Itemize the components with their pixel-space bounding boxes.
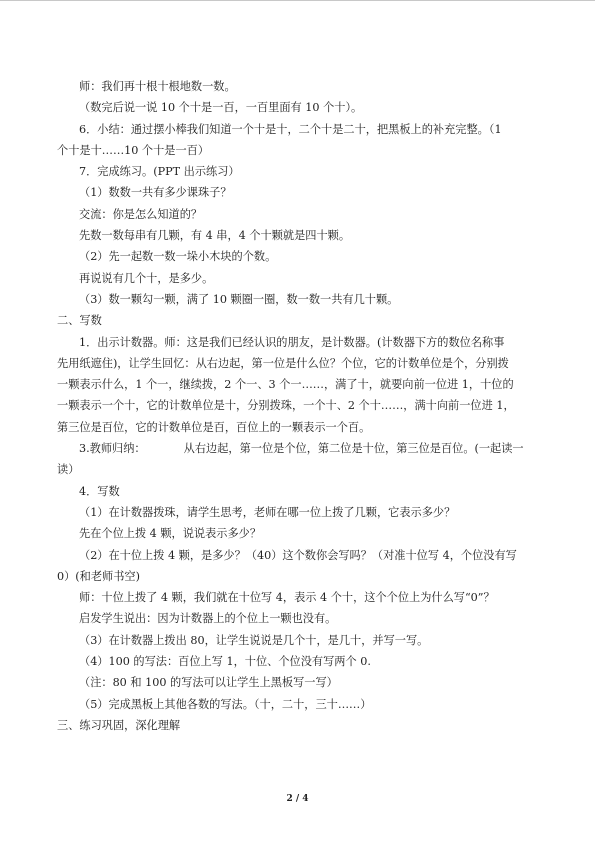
paragraph-line: （2）在十位上拨 4 颗，是多少？（40）这个数你会写吗？（对准十位写 4，个位没有写 [79, 548, 517, 562]
paragraph-line: 0）(和老师书空) [57, 569, 140, 583]
paragraph-line: （1）在计数器拨珠，请学生思考，老师在哪一位上拨了几颗，它表示多少？ [79, 505, 456, 519]
paragraph-line: 交流：你是怎么知道的？ [79, 207, 203, 221]
document-body [57, 76, 543, 736]
paragraph-line: 先数一数每串有几颗，有 4 串，4 个十颗就是四十颗。 [79, 229, 351, 243]
subsection-heading: 4．写数 [79, 484, 120, 498]
paragraph-line: 一颗表示什么，1 个一，继续拨，2 个一、3 个一……，满了十，就要向前一位进 1，十位的 [57, 378, 514, 392]
paragraph-line: （1）数数一共有多少课珠子？ [79, 186, 232, 200]
paragraph-line: 先用纸遮住)，让学生回忆：从右边起，第一位是什么位？个位，它的计数单位是个，分别拨 [57, 356, 509, 370]
paragraph-line [57, 438, 543, 459]
paragraph-line: 再说说有几个十，是多少。 [79, 271, 214, 285]
paragraph-line: （4）100 的写法：百位上写 1，十位、个位没有写两个 0. [79, 655, 371, 669]
top-border-rule [0, 0, 595, 1]
page-number: 2 / 4 [286, 794, 309, 804]
paragraph-line: 6．小结：通过摆小棒我们知道一个十是十，二个十是二十，把黑板上的补充完整。（1 [79, 122, 502, 136]
paragraph-line: 7．完成练习。(PPT 出示练习） [79, 165, 240, 179]
paragraph-line: （3）在计数器上拨出 80，让学生说说是几个十，是几十，并写一写。 [79, 633, 429, 647]
paragraph-line: （5）完成黑板上其他各数的写法。（十，二十，三十……） [79, 697, 372, 711]
summary-label: 3.教师归纳： [79, 442, 146, 456]
paragraph-line: 先在个位上拨 4 颗，说说表示多少？ [79, 527, 262, 541]
paragraph-line: （数完后说一说 10 个十是一百，一百里面有 10 个十）。 [79, 101, 363, 115]
paragraph-line: 个十是十……10 个十是一百） [57, 143, 210, 157]
section-heading: 二、写数 [57, 314, 102, 328]
section-heading: 三、练习巩固，深化理解 [57, 718, 181, 732]
paragraph-line: 师：十位上拨了 4 颗，我们就在十位写 4，表示 4 个十，这个个位上为什么写“0”？ [79, 591, 495, 605]
paragraph-line: 读） [57, 463, 80, 477]
summary-text: 从右边起，第一位是个位，第二位是十位，第三位是百位。(一起读一 [183, 442, 524, 456]
paragraph-line: （注：80 和 100 的写法可以让学生上黑板写一写） [79, 676, 338, 690]
paragraph-line: 第三位是百位，它的计数单位是百，百位上的一颗表示一个百。 [57, 420, 371, 434]
paragraph-line: 师：我们再十根十根地数一数。 [79, 80, 236, 93]
paragraph-line: （3）数一颗勾一颗，满了 10 颗圈一圈，数一数一共有几十颗。 [79, 292, 399, 306]
paragraph-line: （2）先一起数一数一垛小木块的个数。 [79, 250, 277, 264]
paragraph-line: 一颗表示一个十，它的计数单位是十，分别拨珠，一个十、2 个十……，满十向前一位进 1， [57, 399, 515, 413]
paragraph-line: 1．出示计数器。师：这是我们已经认识的朋友，是计数器。(计数器下方的数位名称事 [79, 335, 505, 349]
paragraph-line: 启发学生说出：因为计数器上的个位上一颗也没有。 [79, 612, 337, 626]
